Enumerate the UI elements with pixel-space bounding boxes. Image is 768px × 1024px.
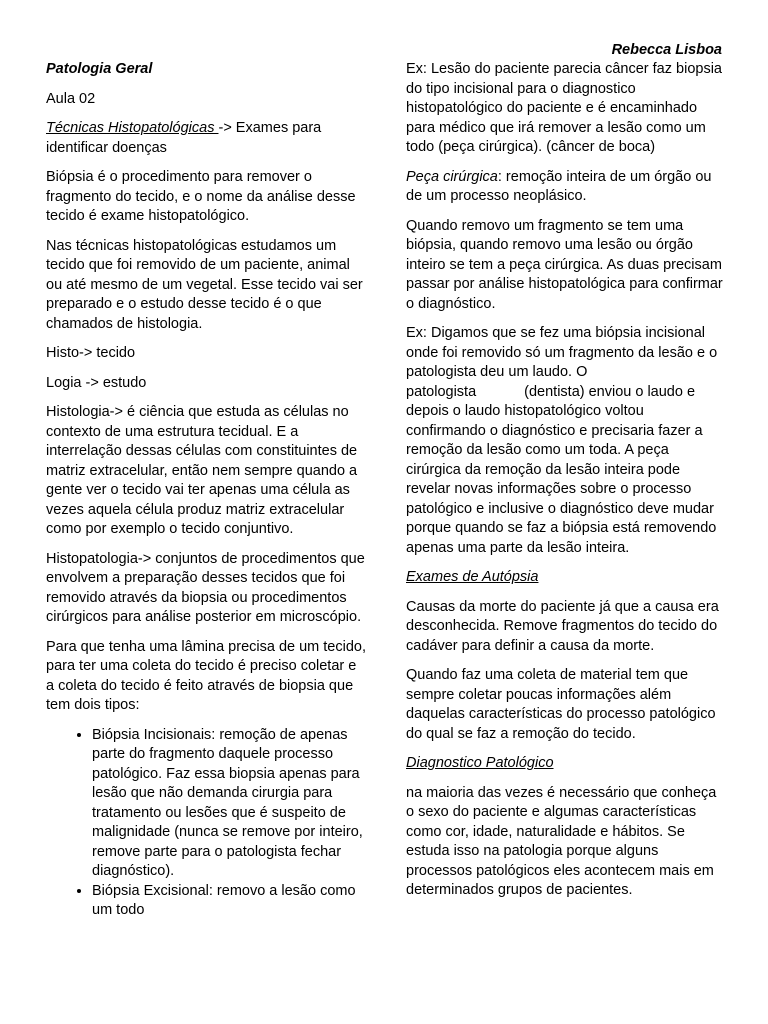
list-item: • Biópsia Excisional: removo a lesão como um todo	[92, 882, 368, 921]
biopsia-paragraph: Biópsia é o procedimento para remover o fragmento do tecido, e o nome da análise desse tecido é exame histopatológico.	[46, 169, 356, 224]
author-name: Rebecca Lisboa	[611, 42, 722, 58]
techniques-paragraph	[46, 119, 368, 158]
peca-label: Peça cirúrgica	[406, 168, 498, 185]
example-2-part-b: (dentista) enviou o laudo e depois o laudo histopatológico voltou confirmando o diagnóstico e precisaria fazer a remoção da lesão como um toda. A peça cirúrgica da remoção da lesão inteira pode revelar novas informações sobre o processo patológico e inclusive o diagnóstico deve mudar porque quando se faz a biópsia está removendo apenas uma parte da lesão inteira.	[406, 383, 717, 556]
peca-rest: : remoção inteira de um órgão ou de um processo neoplásico.	[406, 168, 712, 204]
tecnicas-paragraph: Nas técnicas histopatológicas estudamos um tecido que foi removido de um paciente, animal ou até mesmo de um vegetal. Esse tecido vai ser preparado e o estudo desse tecido é o que chamados de histologia.	[46, 237, 363, 332]
peca-paragraph	[406, 168, 724, 207]
logia-definition: Logia -> estudo	[46, 374, 147, 391]
techniques-rest: -> Exames para identificar doenças	[46, 120, 322, 156]
lesson-label: Aula 02	[46, 90, 96, 107]
diagnostico-paragraph: na maioria das vezes é necessário que conheça o sexo do paciente e algumas características como cor, idade, naturalidade e hábitos. Se estuda isso na patologia porque alguns processos patológicos eles acontecem mais em determinados grupos de pacientes.	[406, 784, 717, 898]
histologia-paragraph: Histologia-> é ciência que estuda as células no contexto de uma estrutura tecidual. E a interrelação dessas células com constituintes de matriz extracelular, então nem sempre quando a gente ver o tecido vai ter apenas uma célula as vezes aquela célula produz matriz extracelular como por exemplo o tecido conjuntivo.	[46, 404, 358, 537]
causas-paragraph: Causas da morte do paciente já que a causa era desconhecida. Remove fragmentos do tecido do cadáver para definir a causa da morte.	[406, 598, 719, 654]
diagnostico-heading: Diagnostico Patológico	[406, 755, 554, 771]
histopatologia-paragraph: Histopatologia-> conjuntos de procedimentos que envolvem a preparação desses tecidos que foi removido através da biopsia ou procedimentos cirúrgicos para análise posterior em microscópio.	[46, 550, 365, 625]
lamina-paragraph: Para que tenha uma lâmina precisa de um tecido, para ter uma coleta do tecido é preciso coletar e a coleta do tecido é feito através de biopsia que tem dois tipos:	[46, 638, 366, 713]
list-item: • Biópsia Incisionais: remoção de apenas parte do fragmento daquele processo patológico. Faz essa biopsia apenas para lesão que não demanda cirurgia para tratamento ou lesões que é suspeito de malignidade (nunca se remove por inteiro, remove parte para o patologista fechar diagnóstico).	[92, 726, 368, 882]
coleta-paragraph: Quando faz uma coleta de material tem que sempre coletar poucas informações além daquelas características do processo patológico do qual se faz a remoção do tecido.	[406, 667, 716, 742]
left-column	[46, 60, 368, 929]
biopsy-types-list	[46, 726, 368, 921]
document-title: Patologia Geral	[46, 61, 153, 77]
histo-definition: Histo-> tecido	[46, 345, 136, 361]
example-2-part-a: Ex: Digamos que se fez uma biópsia incisional onde foi removido só um fragmento da lesão e o patologista deu um laudo. O patologista	[406, 325, 718, 400]
quando-paragraph: Quando removo um fragmento se tem uma biópsia, quando removo uma lesão ou órgão inteiro se tem a peça cirúrgica. As duas precisam passar por análise histopatológica para confirmar o diagnóstico.	[406, 217, 723, 312]
right-column	[406, 60, 724, 911]
techniques-heading: Técnicas Histopatológicas	[46, 120, 219, 136]
autopsia-heading: Exames de Autópsia	[406, 569, 539, 585]
example-paragraph-1: Ex: Lesão do paciente parecia câncer faz biopsia do tipo incisional para o diagnostico histopatológico do paciente e é encaminhado para médico que irá remover a lesão como um todo (peça cirúrgica). (câncer de boca)	[406, 61, 722, 155]
example-paragraph-2	[406, 324, 724, 558]
